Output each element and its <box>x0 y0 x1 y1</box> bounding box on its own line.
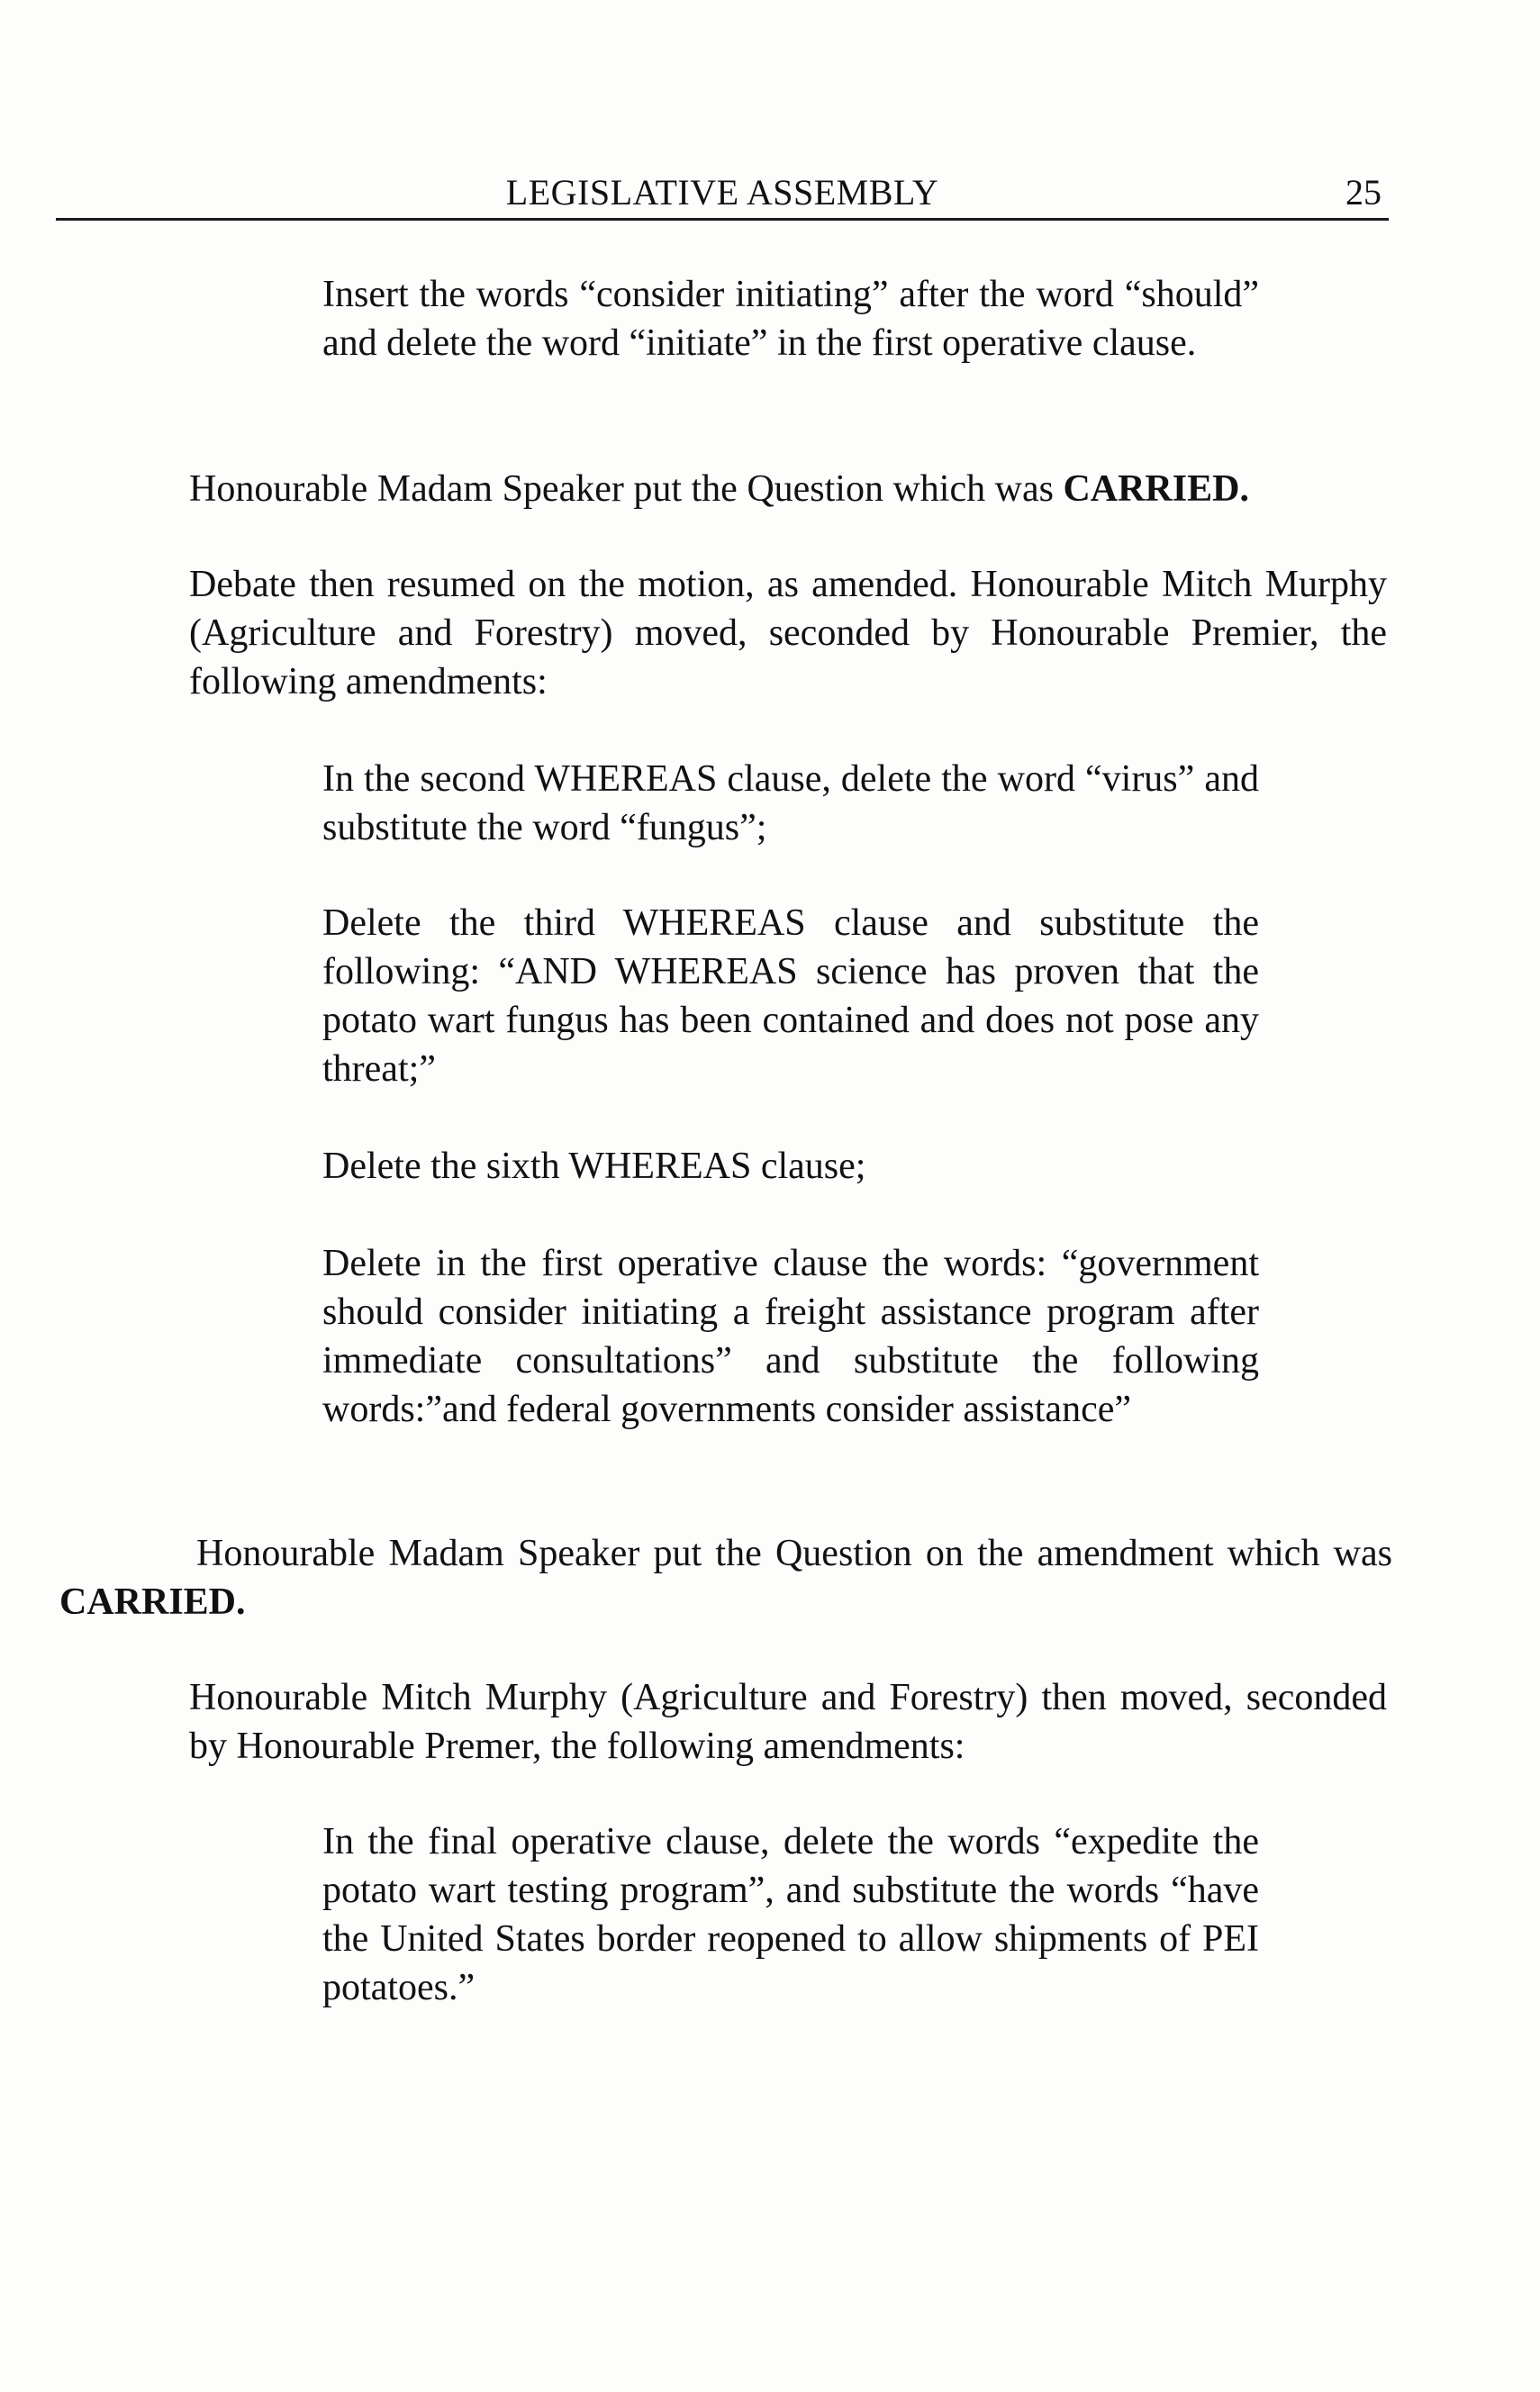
amendment-third-whereas: Delete the third WHEREAS clause and substitute the following: “AND WHEREAS science has proven that the potato wart fungus has been contained and does not pose any threat;” <box>322 902 1259 1090</box>
second-motion-paragraph: Honourable Mitch Murphy (Agriculture and Forestry) then moved, seconded by Honourable Premer, the following amendments: <box>189 1677 1387 1767</box>
amendment-final-operative-clause: In the final operative clause, delete the words “expedite the potato wart testing program”, and substitute the words “have the United States border reopened to allow shipments of PEI potatoes.” <box>322 1821 1259 2008</box>
running-header <box>56 171 1389 221</box>
running-title: LEGISLATIVE ASSEMBLY <box>505 172 939 213</box>
debate-resumed-paragraph: Debate then resumed on the motion, as amended. Honourable Mitch Murphy (Agriculture and Forestry) moved, seconded by Honourable Premier, the following amendments: <box>189 564 1387 702</box>
amendment-sixth-whereas: Delete the sixth WHEREAS clause; <box>322 1146 866 1187</box>
page-number: 25 <box>1345 172 1381 213</box>
carried-label-2: CARRIED. <box>59 1581 246 1623</box>
speaker-question-amendment-text: Honourable Madam Speaker put the Question on the amendment which was <box>196 1533 1392 1574</box>
speaker-question-amendment-paragraph <box>59 1529 1392 1626</box>
speaker-question-text: Honourable Madam Speaker put the Question which was <box>189 468 1064 510</box>
amendment-first-operative-clause: Delete in the first operative clause the words: “government should consider initiating a freight assistance program after immediate consultations” and substitute the following words:”and federal governments consider assistance” <box>322 1243 1259 1430</box>
carried-label: CARRIED. <box>1063 468 1249 510</box>
amendment-paragraph-insert-words: Insert the words “consider initiating” after the word “should” and delete the word “initiate” in the first operative clause. <box>322 274 1259 364</box>
amendment-second-whereas: In the second WHEREAS clause, delete the word “virus” and substitute the word “fungus”; <box>322 758 1259 848</box>
speaker-question-paragraph <box>189 465 1387 513</box>
